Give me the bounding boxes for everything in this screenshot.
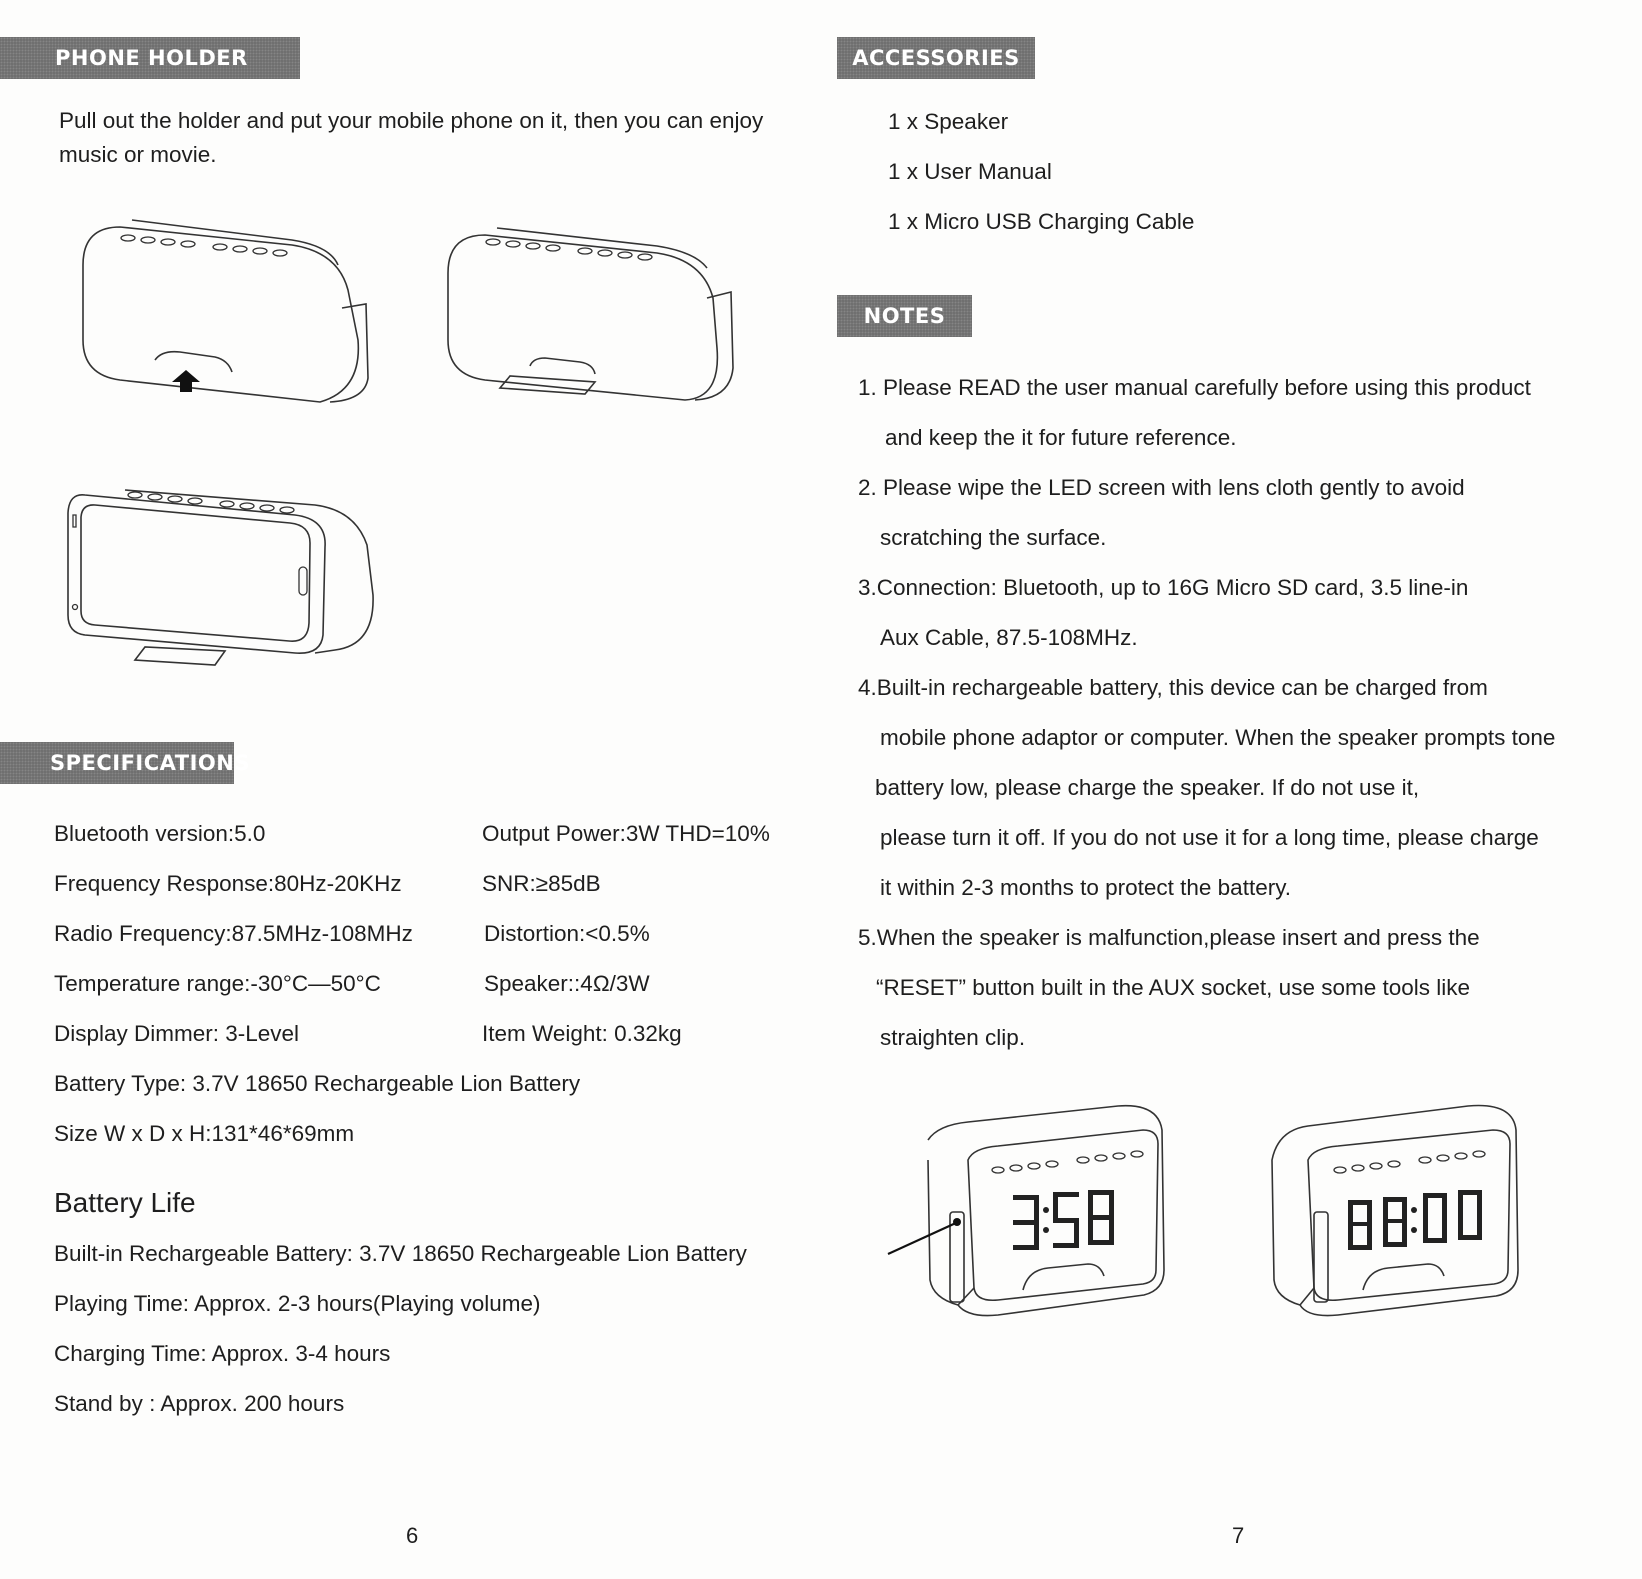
note-line: 4.Built-in rechargeable battery, this device can be charged from xyxy=(858,675,1488,700)
note-line: battery low, please charge the speaker. If do not use it, xyxy=(875,775,1420,800)
note-line: scratching the surface. xyxy=(880,525,1107,550)
speaker-holder-extended-illustration xyxy=(445,228,735,408)
speaker-holder-retracted-illustration xyxy=(80,220,370,420)
spec-frequency-response: Frequency Response:80Hz-20KHz xyxy=(54,871,402,896)
speaker-with-phone-illustration xyxy=(65,485,380,670)
battery-life-line: Stand by : Approx. 200 hours xyxy=(54,1391,345,1416)
accessory-item: 1 x Speaker xyxy=(888,109,1009,134)
notes-heading: NOTES xyxy=(837,295,972,337)
spec-output-power: Output Power:3W THD=10% xyxy=(482,821,770,846)
spec-distortion: Distortion:<0.5% xyxy=(484,921,650,946)
spec-size: Size W x D x H:131*46*69mm xyxy=(54,1121,355,1146)
phone-holder-text: Pull out the holder and put your mobile phone on it, then you can enjoy music or movie. xyxy=(59,108,764,167)
spec-speaker: Speaker::4Ω/3W xyxy=(484,971,650,996)
note-line: 2. Please wipe the LED screen with lens cloth gently to avoid xyxy=(858,475,1465,500)
page-number-left: 6 xyxy=(406,1523,419,1548)
accessory-item: 1 x User Manual xyxy=(888,159,1052,184)
clock-speaker-illustration xyxy=(1268,1100,1548,1330)
phone-holder-heading: PHONE HOLDER xyxy=(0,37,300,79)
note-line: “RESET” button built in the AUX socket, use some tools like xyxy=(876,975,1471,1000)
accessory-item: 1 x Micro USB Charging Cable xyxy=(888,209,1195,234)
clock-speaker-reset-illustration xyxy=(888,1100,1218,1330)
spec-bluetooth-version: Bluetooth version:5.0 xyxy=(54,821,266,846)
note-line: and keep the it for future reference. xyxy=(885,425,1237,450)
note-line: 1. Please READ the user manual carefully before using this product xyxy=(858,375,1531,400)
note-line: Aux Cable, 87.5-108MHz. xyxy=(880,625,1138,650)
spec-radio-frequency: Radio Frequency:87.5MHz-108MHz xyxy=(54,921,413,946)
spec-snr: SNR:≥85dB xyxy=(482,871,601,896)
note-line: it within 2-3 months to protect the battery. xyxy=(880,875,1292,900)
battery-life-heading: Battery Life xyxy=(54,1187,196,1218)
battery-life-line: Playing Time: Approx. 2-3 hours(Playing volume) xyxy=(54,1291,541,1316)
battery-life-line: Charging Time: Approx. 3-4 hours xyxy=(54,1341,391,1366)
spec-display-dimmer: Display Dimmer: 3-Level xyxy=(54,1021,300,1046)
battery-life-line: Built-in Rechargeable Battery: 3.7V 18650 Rechargeable Lion Battery xyxy=(54,1241,747,1266)
page-number-right: 7 xyxy=(1232,1523,1245,1548)
note-line: mobile phone adaptor or computer. When the speaker prompts tone xyxy=(880,725,1556,750)
spec-temperature-range: Temperature range:-30°C—50°C xyxy=(54,971,381,996)
spec-item-weight: Item Weight: 0.32kg xyxy=(482,1021,682,1046)
accessories-heading: ACCESSORIES xyxy=(837,37,1035,79)
note-line: straighten clip. xyxy=(880,1025,1026,1050)
note-line: 5.When the speaker is malfunction,please insert and press the xyxy=(858,925,1480,950)
spec-battery-type: Battery Type: 3.7V 18650 Rechargeable Lion Battery xyxy=(54,1071,581,1096)
note-line: 3.Connection: Bluetooth, up to 16G Micro SD card, 3.5 line-in xyxy=(858,575,1469,600)
specifications-heading: SPECIFICATIONS xyxy=(0,742,234,784)
note-line: please turn it off. If you do not use it for a long time, please charge xyxy=(880,825,1539,850)
